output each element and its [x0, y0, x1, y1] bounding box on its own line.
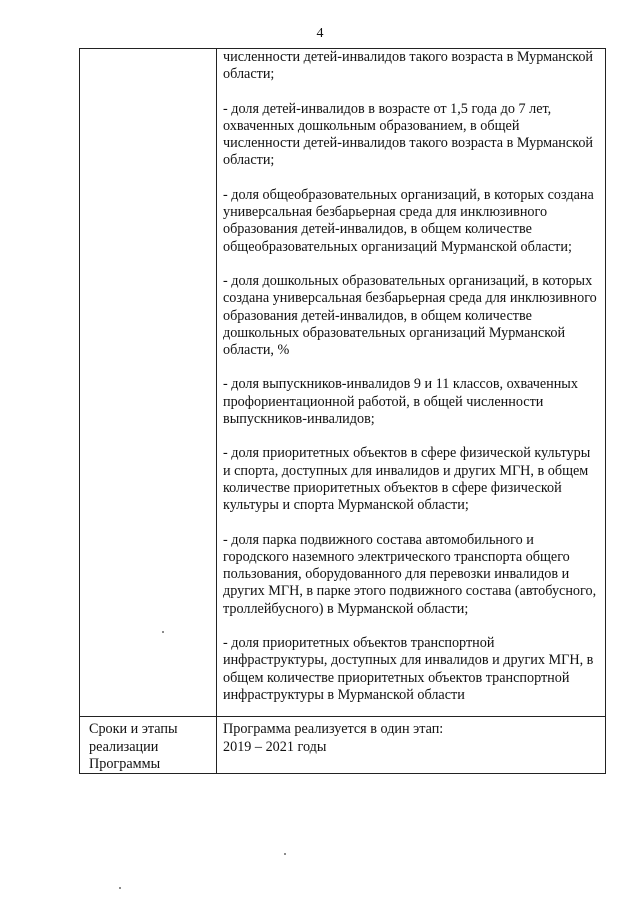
- indicator-paragraph: - доля общеобразовательных организаций, в которых создана универсальная безбарьерная среда для инклюзивного образования детей-инвалидов, в общем количестве общеобразовательных организаций Мурманской области;: [223, 186, 594, 255]
- terms-label-line: Программы: [89, 755, 161, 772]
- target-indicators-value-cell: [217, 49, 606, 717]
- page-number: 4: [316, 26, 324, 41]
- indicator-paragraph: - доля выпускников-инвалидов 9 и 11 классов, охваченных профориентационной работой, в общей численности выпускников-инвалидов;: [223, 376, 578, 428]
- indicator-paragraph: - доля приоритетных объектов в сфере физической культуры и спорта, доступных для инвалидов и других МГН, в общем количестве приоритетных объектов в сфере физической культуры и спорта Мурманской области;: [223, 445, 591, 514]
- indicator-paragraph: - доля приоритетных объектов транспортной инфраструктуры, доступных для инвалидов и других МГН, в общем количестве приоритетных объектов транспортной инфраструктуры в Мурманской области: [223, 635, 594, 703]
- terms-value-cell: [217, 717, 606, 774]
- indicator-paragraph: численности детей-инвалидов такого возраста в Мурманской области;: [223, 49, 594, 83]
- terms-value-line: 2019 – 2021 годы: [223, 738, 327, 755]
- terms-label-line: реализации: [89, 738, 159, 755]
- scan-speck: [119, 887, 121, 889]
- terms-value-line: Программа реализуется в один этап:: [223, 721, 444, 738]
- table-row-terms: [80, 717, 606, 774]
- indicator-paragraph: - доля детей-инвалидов в возрасте от 1,5 года до 7 лет, охваченных дошкольным образованием, в общей численности детей-инвалидов такого возраста в Мурманской области;: [223, 100, 594, 169]
- indicator-paragraph: - доля парка подвижного состава автомобильного и городского наземного электрического транспорта общего пользования, оборудованного для перевозки инвалидов и других МГН, в парке этого подвижного состава (автобусного, троллейбусного) в Мурманской области;: [223, 531, 597, 617]
- indicator-paragraph: - доля дошкольных образовательных организаций, в которых создана универсальная безбарьерная среда для инклюзивного образования детей-инвалидов, в общем количестве дошкольных образовательных организаций Мурманской области, %: [223, 272, 597, 359]
- program-passport-table: [79, 48, 606, 774]
- terms-label-line: Сроки и этапы: [89, 721, 178, 738]
- scan-speck: [284, 853, 286, 855]
- scan-speck: [162, 631, 164, 633]
- target-indicators-label-cell: [80, 49, 217, 717]
- terms-label-cell: [80, 717, 217, 774]
- table-row-target-indicators: [80, 49, 606, 717]
